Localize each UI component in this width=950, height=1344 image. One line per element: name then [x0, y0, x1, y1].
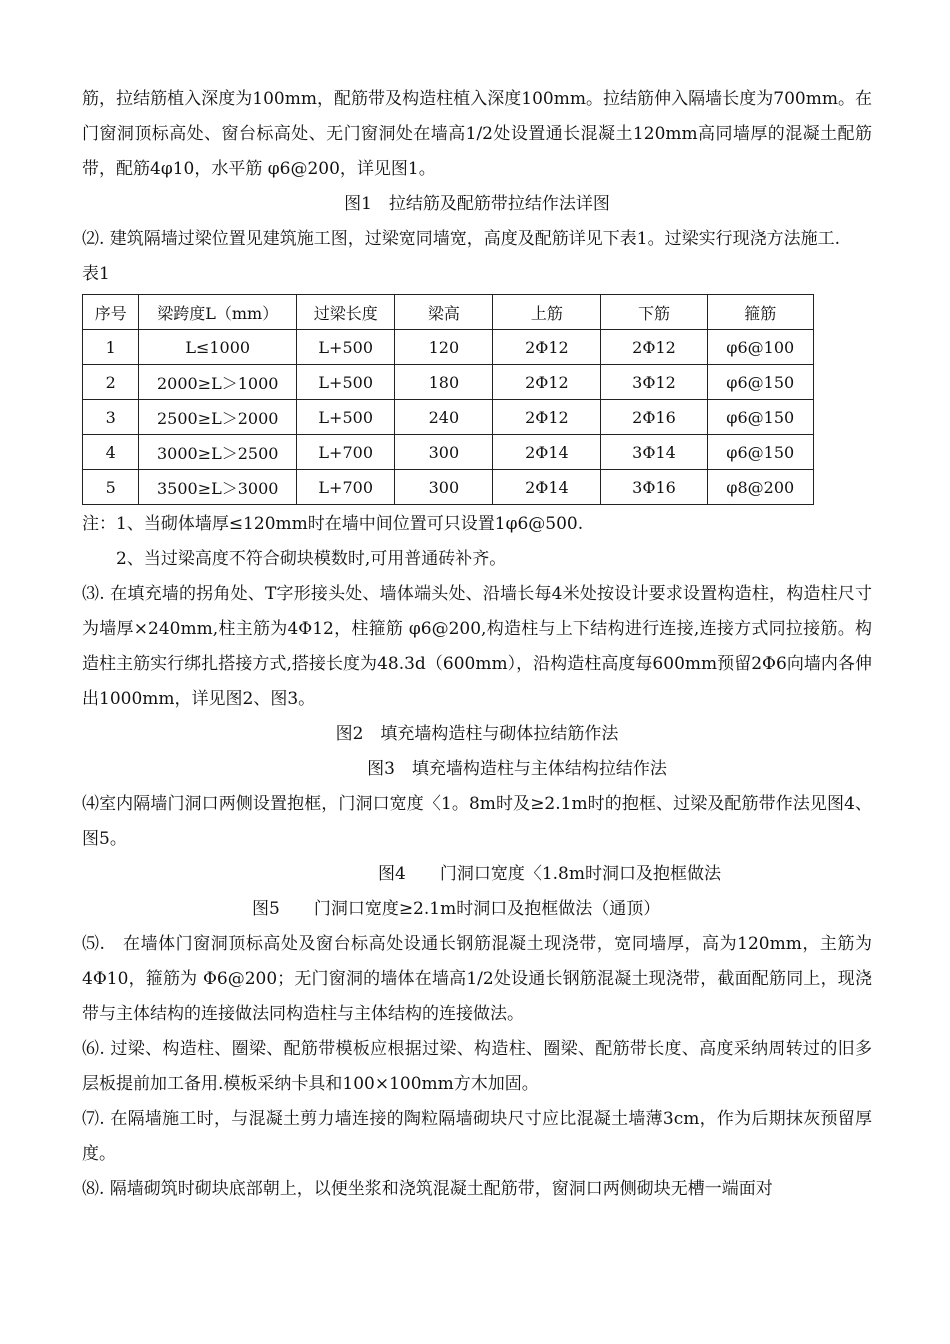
figure-5-caption: 图5 门洞口宽度≥2.1m时洞口及抱框做法（通顶）: [252, 899, 661, 919]
table-cell: 2Φ16: [601, 400, 707, 435]
table-cell: 3500≥L＞3000: [139, 470, 297, 505]
table-cell: 2Φ12: [493, 365, 601, 400]
table-cell: φ8@200: [707, 470, 813, 505]
table-cell: 2000≥L＞1000: [139, 365, 297, 400]
table-cell: 2Φ14: [493, 435, 601, 470]
table-cell: φ6@150: [707, 400, 813, 435]
table-cell: L+700: [297, 435, 395, 470]
table-note-2: 2、当过梁高度不符合砌块模数时,可用普通砖补齐。: [116, 549, 507, 569]
header-index: 序号: [83, 295, 139, 330]
table-cell: L≤1000: [139, 330, 297, 365]
table-cell: 3Φ14: [601, 435, 707, 470]
table-cell: L+500: [297, 400, 395, 435]
table-cell: L+500: [297, 330, 395, 365]
figure-4-caption: 图4 门洞口宽度〈1.8m时洞口及抱框做法: [378, 864, 721, 884]
table-cell: 300: [395, 435, 493, 470]
table-title: 表1: [82, 264, 110, 284]
table-cell: 2Φ12: [493, 400, 601, 435]
header-top-bar: 上筋: [493, 295, 601, 330]
table-row: [83, 330, 814, 365]
table-cell: 4: [83, 435, 139, 470]
header-bottom-bar: 下筋: [601, 295, 707, 330]
paragraph-3: ⑶. 在填充墙的拐角处、T字形接头处、墙体端头处、沿墙长每4米处按设计要求设置构造柱，构造柱尺寸为墙厚×240mm,柱主筋为4Φ12，柱箍筋 φ6@200,构造柱与上下结构进行连接,连接方式同拉接筋。构造柱主筋实行绑扎搭接方式,搭接长度为48.3d（600mm），沿构造柱高度每600mm预留2Φ6向墙内各伸出1000mm，详见图2、图3。: [82, 584, 872, 709]
table-cell: φ6@150: [707, 435, 813, 470]
header-stirrup: 箍筋: [707, 295, 813, 330]
table-cell: 2Φ14: [493, 470, 601, 505]
table-cell: 2500≥L＞2000: [139, 400, 297, 435]
table-cell: 300: [395, 470, 493, 505]
paragraph-5: ⑸. 在墙体门窗洞顶标高处及窗台标高处设通长钢筋混凝土现浇带，宽同墙厚，高为120mm，主筋为4Φ10，箍筋为 Φ6@200；无门窗洞的墙体在墙高1/2处设通长钢筋混凝土现浇带，截面配筋同上，现浇带与主体结构的连接做法同构造柱与主体结构的连接做法。: [82, 934, 872, 1024]
figure-1-caption: 图1 拉结筋及配筋带拉结作法详图: [344, 194, 610, 214]
figure-2-caption: 图2 填充墙构造柱与砌体拉结筋作法: [335, 724, 619, 744]
table-cell: 3: [83, 400, 139, 435]
table-cell: L+500: [297, 365, 395, 400]
header-length: 过梁长度: [297, 295, 395, 330]
table-cell: 120: [395, 330, 493, 365]
table-note-1: 注：1、当砌体墙厚≤120mm时在墙中间位置可只设置1φ6@500.: [82, 514, 584, 534]
table-cell: 1: [83, 330, 139, 365]
paragraph-1: 筋，拉结筋植入深度为100mm，配筋带及构造柱植入深度100mm。拉结筋伸入隔墙长度为700mm。在门窗洞顶标高处、窗台标高处、无门窗洞处在墙高1/2处设置通长混凝土120mm高同墙厚的混凝土配筋带，配筋4φ10，水平筋 φ6@200，详见图1。: [82, 89, 872, 179]
paragraph-4: ⑷室内隔墙门洞口两侧设置抱框，门洞口宽度〈1。8m时及≥2.1m时的抱框、过梁及配筋带作法见图4、图5。: [82, 794, 872, 849]
table-cell: 2: [83, 365, 139, 400]
table-header-row: [83, 295, 814, 330]
paragraph-6: ⑹. 过梁、构造柱、圈梁、配筋带模板应根据过梁、构造柱、圈梁、配筋带长度、高度采纳周转过的旧多层板提前加工备用.模板采纳卡具和100×100mm方木加固。: [82, 1039, 872, 1094]
paragraph-7: ⑺. 在隔墙施工时，与混凝土剪力墙连接的陶粒隔墙砌块尺寸应比混凝土墙薄3cm，作为后期抹灰预留厚度。: [82, 1109, 872, 1164]
table-cell: 240: [395, 400, 493, 435]
table-cell: 3Φ12: [601, 365, 707, 400]
lintel-table: [82, 294, 814, 505]
table-cell: 3Φ16: [601, 470, 707, 505]
table-row: [83, 435, 814, 470]
table-cell: 5: [83, 470, 139, 505]
table-row: [83, 365, 814, 400]
header-span: 梁跨度L（mm）: [139, 295, 297, 330]
table-cell: φ6@100: [707, 330, 813, 365]
table-cell: φ6@150: [707, 365, 813, 400]
paragraph-2: ⑵. 建筑隔墙过梁位置见建筑施工图，过梁宽同墙宽，高度及配筋详见下表1。过梁实行现浇方法施工.: [82, 229, 841, 249]
figure-3-caption: 图3 填充墙构造柱与主体结构拉结作法: [367, 759, 667, 779]
table-cell: 2Φ12: [493, 330, 601, 365]
table-row: [83, 400, 814, 435]
document-page: [82, 82, 872, 1207]
table-cell: 2Φ12: [601, 330, 707, 365]
table-cell: 3000≥L＞2500: [139, 435, 297, 470]
header-height: 梁高: [395, 295, 493, 330]
table-cell: L+700: [297, 470, 395, 505]
table-cell: 180: [395, 365, 493, 400]
paragraph-8: ⑻. 隔墙砌筑时砌块底部朝上，以便坐浆和浇筑混凝土配筋带，窗洞口两侧砌块无槽一端面对: [82, 1179, 773, 1199]
table-row: [83, 470, 814, 505]
